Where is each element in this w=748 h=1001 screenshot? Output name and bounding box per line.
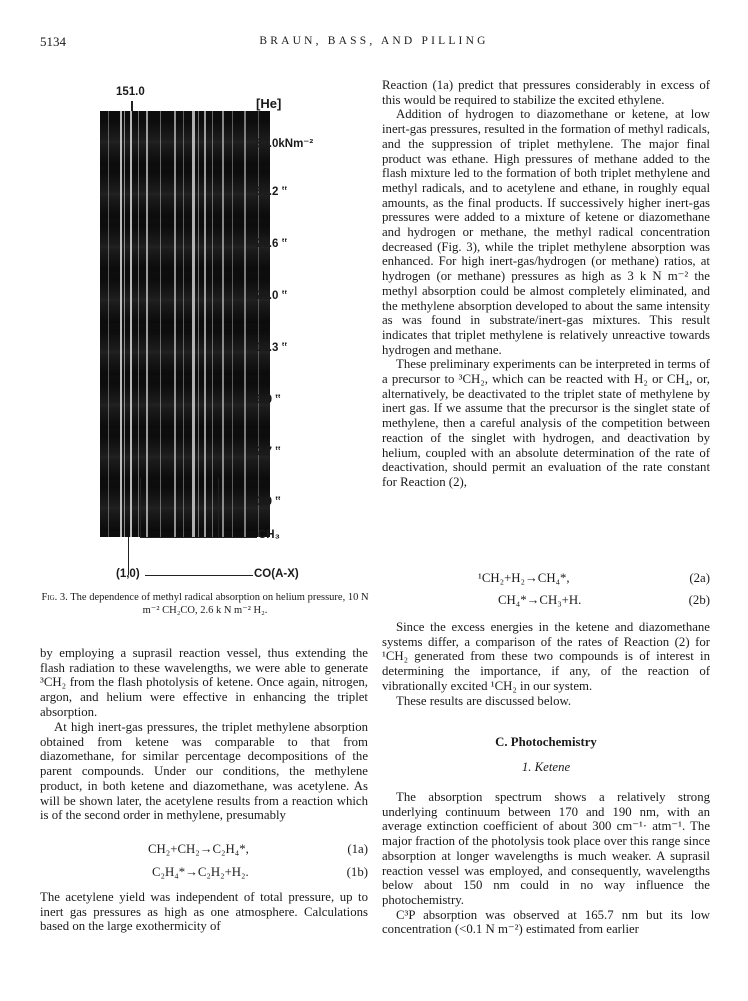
absorption-line: [183, 111, 184, 537]
ch3-bracket: [140, 537, 219, 538]
pressure-label: 6.9 ‟: [256, 394, 281, 406]
paragraph: Since the excess energies in the ketene and diazomethane systems differ, a comparison of the rates of Reaction (2) for ¹CH₂ generated from these two compounds is of interest in determining the importance, if any, of the reaction of vibrationally excited ¹CH₂ in our system.: [382, 620, 710, 693]
right-column-text-bottom: [382, 790, 710, 937]
right-column-text-mid: [382, 620, 710, 708]
co-label: CO(A-X): [254, 568, 299, 580]
ch3-bracket: [140, 478, 141, 538]
left-column-para3: [40, 890, 368, 934]
absorption-line: [174, 111, 176, 537]
absorption-line: [146, 111, 148, 537]
pressure-label: 26.6 ‟: [256, 238, 288, 250]
equation-2b: CH₄*→CH₃+H.: [498, 593, 582, 607]
paragraph: The absorption spectrum shows a relatively strong underlying continuum between 170 and 190 nm, with an average extinction coefficient of about 300 cm⁻¹· atm⁻¹. The major fraction of the photolysis took place over this range since absorption at longer wavelengths is much weaker. A suprasil reaction vessel was employed, and consequently, wavelengths below about 150 nm could in no way influence the photochemistry.: [382, 790, 710, 907]
paragraph: At high inert-gas pressures, the triplet methylene absorption obtained from ketene was comparable to that from diazomethane, for similar percentage decompositions of the parent compounds. Under our conditions, the methylene product, in both ketene and diazomethane, was acetylene. As will be shown later, the acetylene results from a reaction which is of the second order in methylene, presumably: [40, 720, 368, 823]
equation-1b-number: (1b): [346, 865, 368, 879]
absorption-line: [222, 111, 224, 537]
paragraph: The acetylene yield was independent of total pressure, up to inert gas pressures as high as one atmosphere. Calculations based on the large exothermicity of: [40, 890, 368, 934]
equation-1a: CH₂+CH₂→C₂H₄*,: [148, 842, 249, 856]
equation-1a-number: (1a): [347, 842, 368, 856]
figure-3: [40, 78, 370, 588]
paragraph: Reaction (1a) predict that pressures considerably in excess of this would be required to stabilize the excited ethylene.: [382, 78, 710, 107]
page-number: 5134: [40, 34, 66, 49]
equation-1b: C₂H₄*→C₂H₂+H₂.: [152, 865, 249, 879]
absorption-line: [160, 111, 161, 537]
section-heading: C. Photochemistry: [495, 735, 597, 749]
figure-caption: [40, 592, 370, 617]
absorption-line: [192, 111, 195, 537]
subsection-heading: 1. Ketene: [521, 760, 571, 774]
paragraph: Addition of hydrogen to diazomethane or ketene, at low inert-gas pressures, resulted in the formation of methyl radicals, and the suppression of triplet methylene. The major final product was ethane. High pressures of methane added to the flash mixture led to the formation of both triplet methylene and methyl radicals, and to acetylene and ethane, in roughly equal amounts, as the final products. If successively higher inert-gas pressures were added to a mixture of ketene or diazomethane and hydrogen or methane, the methyl radical concentration decreased (Fig. 3), while the triplet methylene absorption was enhanced. For high inert-gas/hydrogen (or methane) ratios, at hydrogen (or methane) pressures as high as 3 k N m⁻² the methyl absorption could be almost completely eliminated, and the methylene absorption developed to about the same intensity as was found in substrate/inert-gas mixtures. This result indicates that triplet methylene is relatively unreactive towards hydrogen and methane.: [382, 107, 710, 357]
equation-2b-number: (2b): [688, 593, 710, 607]
absorption-line: [232, 111, 233, 537]
caption-prefix: Fig. 3.: [41, 592, 68, 603]
co-pointer: [145, 575, 253, 576]
absorption-line: [204, 111, 206, 537]
wavelength-label: 151.0: [116, 86, 145, 98]
equation-2a-number: (2a): [689, 571, 710, 585]
left-column-para2: [40, 720, 368, 823]
running-head: BRAUN, BASS, AND PILLING: [259, 35, 489, 47]
pressure-label: 80.0kNm⁻²: [256, 138, 314, 150]
spectra-strip: [100, 111, 270, 537]
he-label: [He]: [256, 96, 282, 111]
co-index-label: (1,0): [116, 568, 140, 580]
absorption-line: [244, 111, 246, 537]
ch3-bracket: [218, 478, 219, 538]
caption-text: The dependence of methyl radical absorption on helium pressure, 10 N m⁻² CH₂CO, 2.6 k N m⁻² H₂.: [67, 592, 369, 616]
paragraph: by employing a suprasil reaction vessel, thus extending the flash radiation to these wavelengths, we were able to generate ³CH₂ from the flash photolysis of ketene. Once again, nitrogen, argon, and helium were effective in enhancing the triplet absorption.: [40, 646, 368, 719]
paragraph: These results are discussed below.: [396, 693, 572, 708]
equation-2a: ¹CH₂+H₂→CH₄*,: [478, 571, 570, 585]
paragraph: These preliminary experiments can be interpreted in terms of a precursor to ³CH₂, which can be reacted with H₂ or CH₄, or, alternatively, be deactivated to the triplet state of methylene by inert gas. If we assume that the precursor is the singlet state of methylene, then a careful analysis of the competition between reaction of the singlet with hydrogen, and deactivation by helium, coupled with an absolute determination of the rate of deactivation, should permit an evaluation of the rate constant for Reaction (2),: [382, 357, 710, 489]
pressure-label: 2.7 ‟: [256, 446, 281, 458]
absorption-line: [124, 111, 125, 537]
pressure-label: 13.3 ‟: [256, 342, 288, 354]
absorption-line: [108, 111, 109, 537]
absorption-line: [212, 111, 213, 537]
pressure-label: 0.0 ‟: [256, 496, 281, 508]
ch3-pointer: [219, 537, 257, 538]
paragraph: C³P absorption was observed at 165.7 nm but its low concentration (<0.1 N m⁻²) estimated from earlier: [382, 907, 710, 937]
ch3-label: CH₃: [258, 529, 280, 541]
absorption-line: [120, 111, 122, 537]
absorption-line: [258, 111, 259, 537]
right-column-text-top: [382, 78, 710, 490]
pressure-label: 53.2 ‟: [256, 186, 288, 198]
absorption-line: [130, 111, 132, 537]
left-column-para1: [40, 646, 368, 720]
absorption-line: [198, 111, 199, 537]
absorption-line: [138, 111, 139, 537]
pressure-label: 20.0 ‟: [256, 290, 288, 302]
